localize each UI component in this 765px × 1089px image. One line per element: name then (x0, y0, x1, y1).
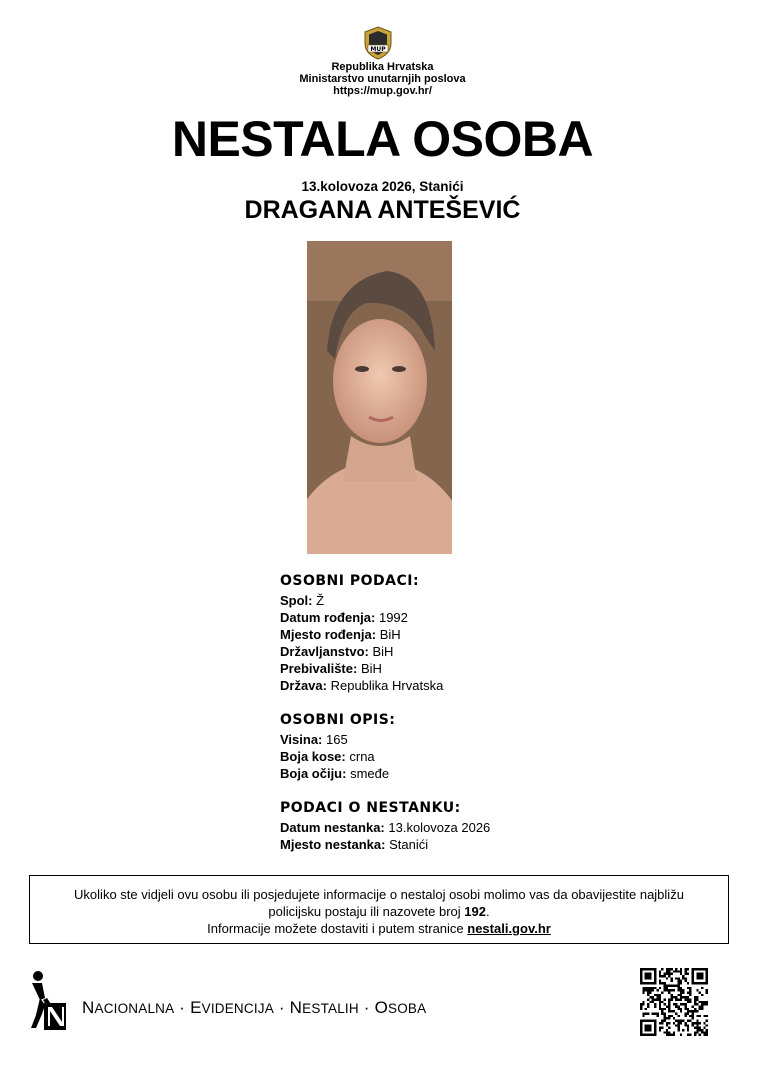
info-key: Boja očiju: (280, 766, 347, 781)
info-sections (280, 572, 680, 853)
org-name: Republika Hrvatska (331, 61, 434, 73)
info-value: 13.kolovoza 2026 (388, 820, 491, 835)
info-value: 165 (326, 732, 348, 747)
date-place: 13.kolovoza 2026, Stanići (301, 179, 464, 194)
info-key: Datum rođenja: (280, 610, 376, 625)
footer-program-name: NACIONALNA · EVIDENCIJA · NESTALIH · OSOBA (82, 998, 427, 1017)
info-key: Visina: (280, 732, 323, 747)
walking-person-logo-icon (28, 970, 70, 1032)
disappearance-heading: PODACI O NESTANKU: (280, 800, 461, 816)
info-key: Državljanstvo: (280, 644, 369, 659)
info-value: Stanići (389, 837, 429, 852)
phone-number: 192 (464, 904, 486, 919)
info-row (280, 819, 680, 836)
info-value: BiH (360, 661, 382, 676)
notice-line-2: policijsku postaju ili nazovete broj 192. (268, 904, 490, 919)
notice-line-3: Informacije možete dostaviti i putem stranice nestali.gov.hr (207, 921, 551, 936)
info-value: Ž (316, 593, 325, 608)
notice-box (29, 875, 729, 944)
info-row (280, 765, 680, 782)
notice-line-1: Ukoliko ste vidjeli ovu osobu ili posjedujete informacije o nestaloj osobi molimo vas da obavijestite najbližu (74, 887, 684, 902)
info-value: Republika Hrvatska (330, 678, 444, 693)
info-row (280, 731, 680, 748)
info-row (280, 626, 680, 643)
info-value: crna (349, 749, 375, 764)
nestali-link[interactable]: nestali.gov.hr (467, 921, 551, 936)
info-row (280, 748, 680, 765)
ministry-url[interactable]: https://mup.gov.hr/ (333, 85, 432, 97)
ministry-name: Ministarstvo unutarnjih poslova (299, 73, 466, 85)
info-key: Mjesto rođenja: (280, 627, 377, 642)
info-row (280, 836, 680, 853)
info-value: smeđe (350, 766, 390, 781)
info-key: Država: (280, 678, 327, 693)
ministry-emblem-icon (362, 26, 394, 60)
emblem-label: MUP (370, 46, 386, 53)
description-heading: OSOBNI OPIS: (280, 712, 396, 728)
info-value: 1992 (378, 610, 408, 625)
info-key: Datum nestanka: (280, 820, 385, 835)
qr-code-icon[interactable] (640, 968, 708, 1036)
info-key: Spol: (280, 593, 313, 608)
person-photo (307, 241, 452, 554)
info-key: Boja kose: (280, 749, 346, 764)
info-row (280, 677, 680, 694)
person-name: DRAGANA ANTEŠEVIĆ (244, 196, 521, 224)
personal-data-heading: OSOBNI PODACI: (280, 573, 420, 589)
poster-title: NESTALA OSOBA (171, 111, 594, 167)
info-key: Mjesto nestanka: (280, 837, 386, 852)
info-value: BiH (372, 644, 394, 659)
info-row (280, 643, 680, 660)
info-row (280, 609, 680, 626)
info-row (280, 660, 680, 677)
info-value: BiH (379, 627, 401, 642)
info-row (280, 592, 680, 609)
info-key: Prebivalište: (280, 661, 358, 676)
